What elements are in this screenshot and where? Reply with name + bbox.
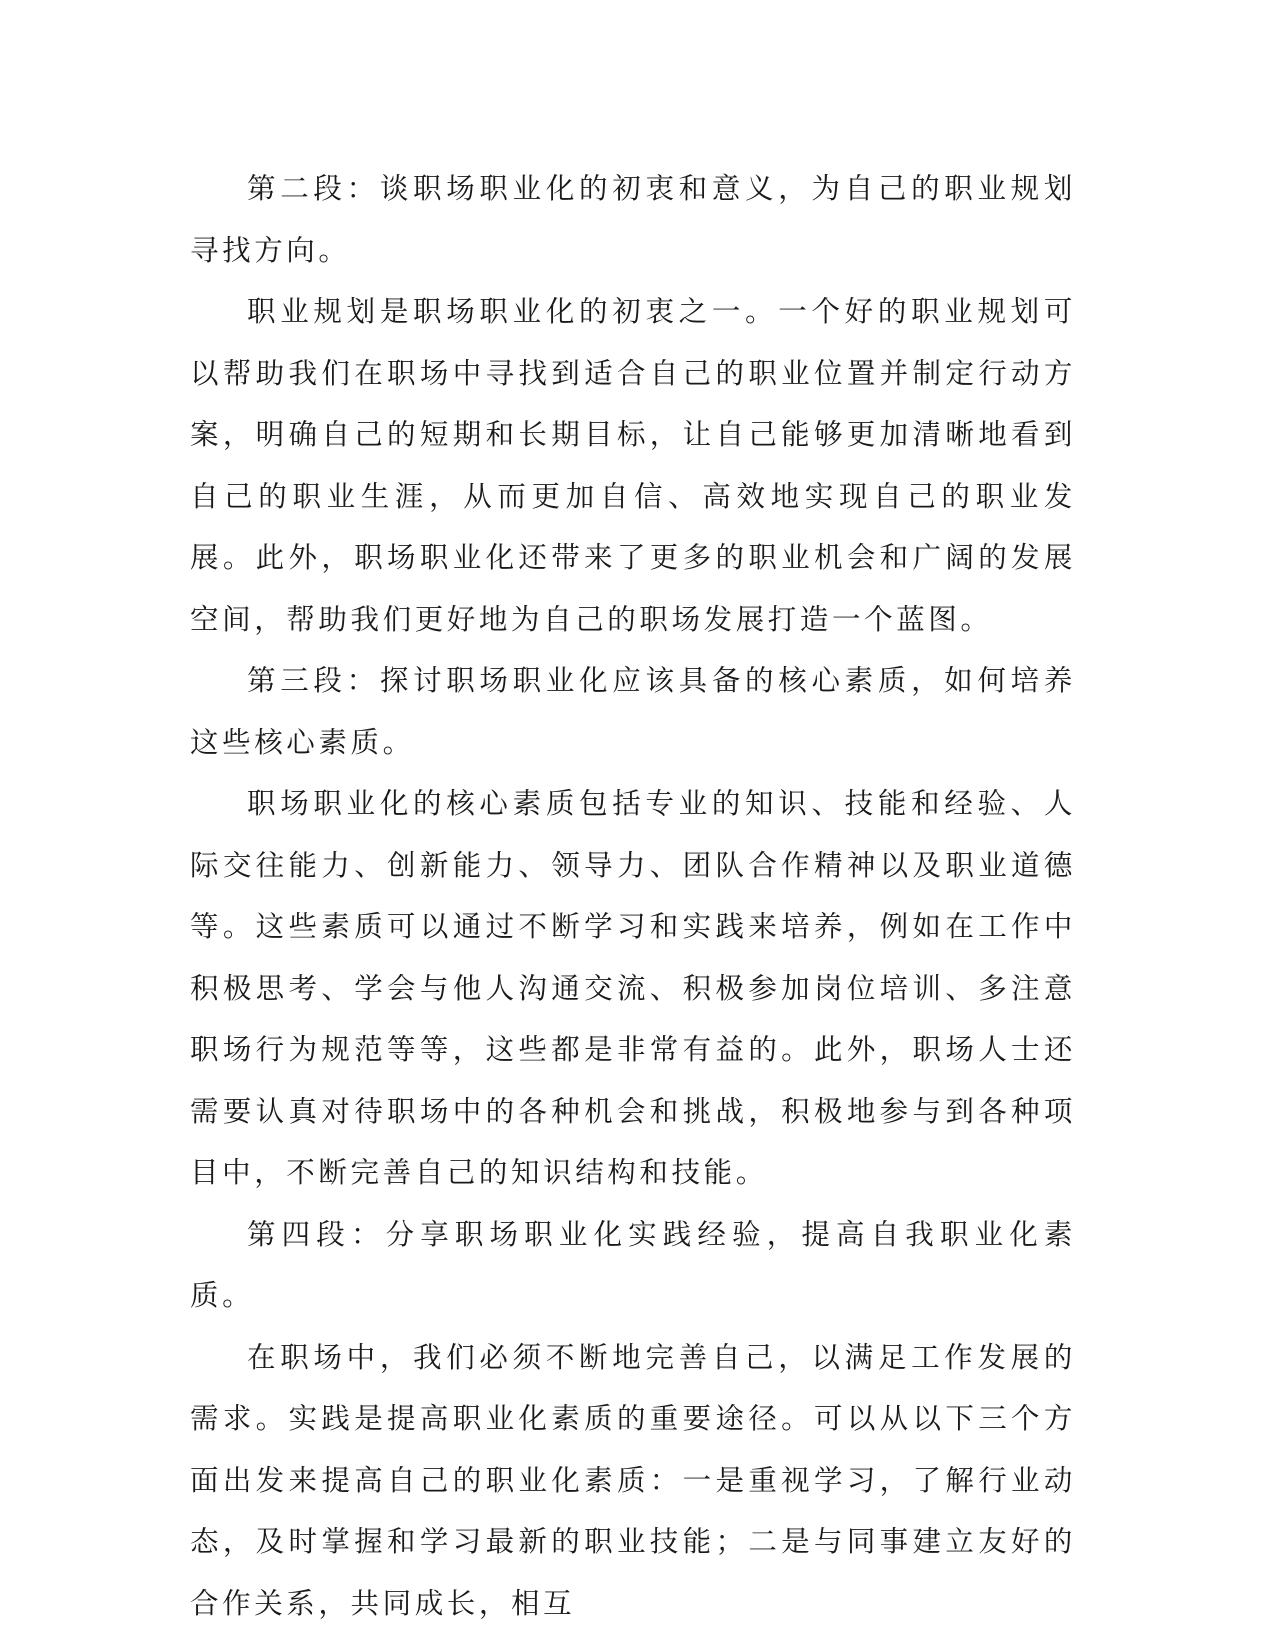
body-paragraph: 职场职业化的核心素质包括专业的知识、技能和经验、人际交往能力、创新能力、领导力、团队合作精神以及职业道德等。这些素质可以通过不断学习和实践来培养，例如在工作中积极思考、学会与他人沟通交流、积极参加岗位培训、多注意职场行为规范等等，这些都是非常有益的。此外，职场人士还需要认真对待职场中的各种机会和挑战，积极地参与到各种项目中，不断完善自己的知识结构和技能。	[190, 787, 1076, 1189]
section-heading-2: 第二段：谈职场职业化的初衷和意义，为自己的职业规划寻找方向。	[190, 172, 1076, 267]
document-body	[190, 158, 1076, 1634]
section-heading-3: 第三段：探讨职场职业化应该具备的核心素质，如何培养这些核心素质。	[190, 664, 1076, 759]
section-heading-4: 第四段：分享职场职业化实践经验，提高自我职业化素质。	[190, 1217, 1076, 1312]
body-paragraph: 在职场中，我们必须不断地完善自己，以满足工作发展的需求。实践是提高职业化素质的重要途径。可以从以下三个方面出发来提高自己的职业化素质：一是重视学习，了解行业动态，及时掌握和学习最新的职业技能；二是与同事建立友好的合作关系，共同成长，相互	[190, 1340, 1076, 1620]
body-paragraph: 职业规划是职场职业化的初衷之一。一个好的职业规划可以帮助我们在职场中寻找到适合自己的职业位置并制定行动方案，明确自己的短期和长期目标，让自己能够更加清晰地看到自己的职业生涯，从而更加自信、高效地实现自己的职业发展。此外，职场职业化还带来了更多的职业机会和广阔的发展空间，帮助我们更好地为自己的职场发展打造一个蓝图。	[190, 295, 1076, 636]
